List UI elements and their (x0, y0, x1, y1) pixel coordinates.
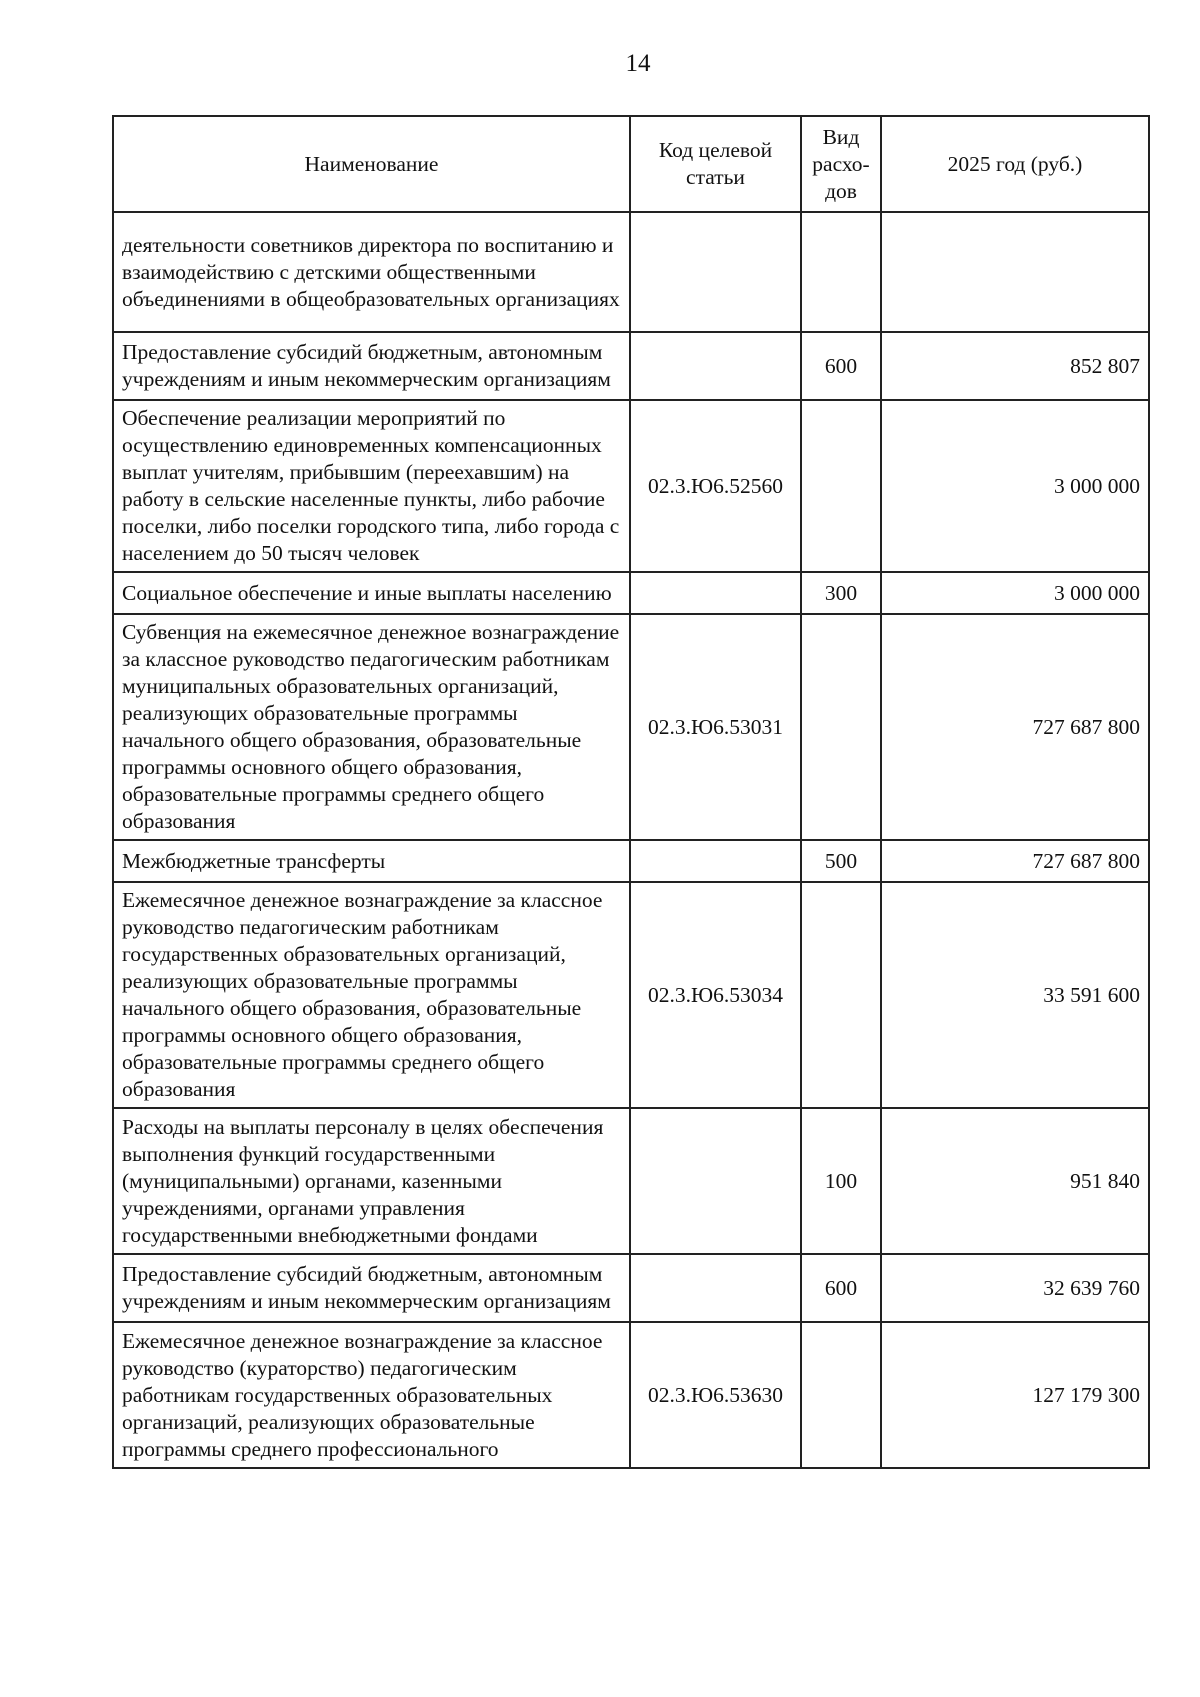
row-amount: 852 807 (881, 332, 1149, 400)
row-amount (881, 212, 1149, 332)
row-kind: 600 (801, 1254, 881, 1322)
row-name: Предоставление субсидий бюджетным, автономным учреждениям и иным некоммерческим организациям (113, 1254, 630, 1322)
row-amount: 3 000 000 (881, 400, 1149, 572)
row-code (630, 212, 801, 332)
table-row (113, 212, 1149, 332)
row-kind: 600 (801, 332, 881, 400)
row-kind (801, 1322, 881, 1468)
row-code (630, 332, 801, 400)
row-kind: 100 (801, 1108, 881, 1254)
row-code: 02.3.Ю6.52560 (630, 400, 801, 572)
table-row (113, 572, 1149, 614)
header-code: Код целевой статьи (630, 116, 801, 212)
row-kind: 300 (801, 572, 881, 614)
table-row (113, 1322, 1149, 1468)
budget-table (112, 115, 1150, 1469)
row-amount: 727 687 800 (881, 614, 1149, 840)
row-amount: 127 179 300 (881, 1322, 1149, 1468)
table-row (113, 332, 1149, 400)
row-name: Предоставление субсидий бюджетным, автономным учреждениям и иным некоммерческим организациям (113, 332, 630, 400)
header-name: Наименование (113, 116, 630, 212)
row-code (630, 572, 801, 614)
row-code (630, 1108, 801, 1254)
row-kind: 500 (801, 840, 881, 882)
row-name: деятельности советников директора по воспитанию и взаимодействию с детскими общественными объединениями в общеобразовательных организациях (113, 212, 630, 332)
row-code: 02.3.Ю6.53031 (630, 614, 801, 840)
row-kind (801, 882, 881, 1108)
row-amount: 951 840 (881, 1108, 1149, 1254)
row-name: Межбюджетные трансферты (113, 840, 630, 882)
row-amount: 33 591 600 (881, 882, 1149, 1108)
row-code (630, 840, 801, 882)
header-kind: Вид расхо-дов (801, 116, 881, 212)
row-name: Расходы на выплаты персоналу в целях обеспечения выполнения функций государственными (муниципальными) органами, казенными учреждениями, органами управления государственными внебюджетными фондами (113, 1108, 630, 1254)
row-name: Ежемесячное денежное вознаграждение за классное руководство педагогическим работникам государственных образовательных организаций, реализующих образовательные программы начального общего образования, образовательные программы основного общего образования, образовательные программы среднего общего образования (113, 882, 630, 1108)
header-amount: 2025 год (руб.) (881, 116, 1149, 212)
row-code (630, 1254, 801, 1322)
row-amount: 3 000 000 (881, 572, 1149, 614)
table-row (113, 840, 1149, 882)
row-code: 02.3.Ю6.53034 (630, 882, 801, 1108)
row-amount: 32 639 760 (881, 1254, 1149, 1322)
row-name: Социальное обеспечение и иные выплаты населению (113, 572, 630, 614)
page-number: 14 (625, 50, 651, 77)
row-amount: 727 687 800 (881, 840, 1149, 882)
table-header-row (113, 116, 1149, 212)
table-row (113, 1254, 1149, 1322)
row-name: Ежемесячное денежное вознаграждение за классное руководство (кураторство) педагогическим работникам государственных образовательных организаций, реализующих образовательные программы среднего профессионального (113, 1322, 630, 1468)
row-code: 02.3.Ю6.53630 (630, 1322, 801, 1468)
table-row (113, 882, 1149, 1108)
table-row (113, 614, 1149, 840)
table-row (113, 400, 1149, 572)
table-row (113, 1108, 1149, 1254)
row-kind (801, 212, 881, 332)
row-kind (801, 614, 881, 840)
row-name: Субвенция на ежемесячное денежное вознаграждение за классное руководство педагогическим работникам муниципальных образовательных организаций, реализующих образовательные программы начального общего образования, образовательные программы основного общего образования, образовательные программы среднего общего образования (113, 614, 630, 840)
row-kind (801, 400, 881, 572)
row-name: Обеспечение реализации мероприятий по осуществлению единовременных компенсационных выплат учителям, прибывшим (переехавшим) на работу в сельские населенные пункты, либо рабочие поселки, либо поселки городского типа, либо города с населением до 50 тысяч человек (113, 400, 630, 572)
